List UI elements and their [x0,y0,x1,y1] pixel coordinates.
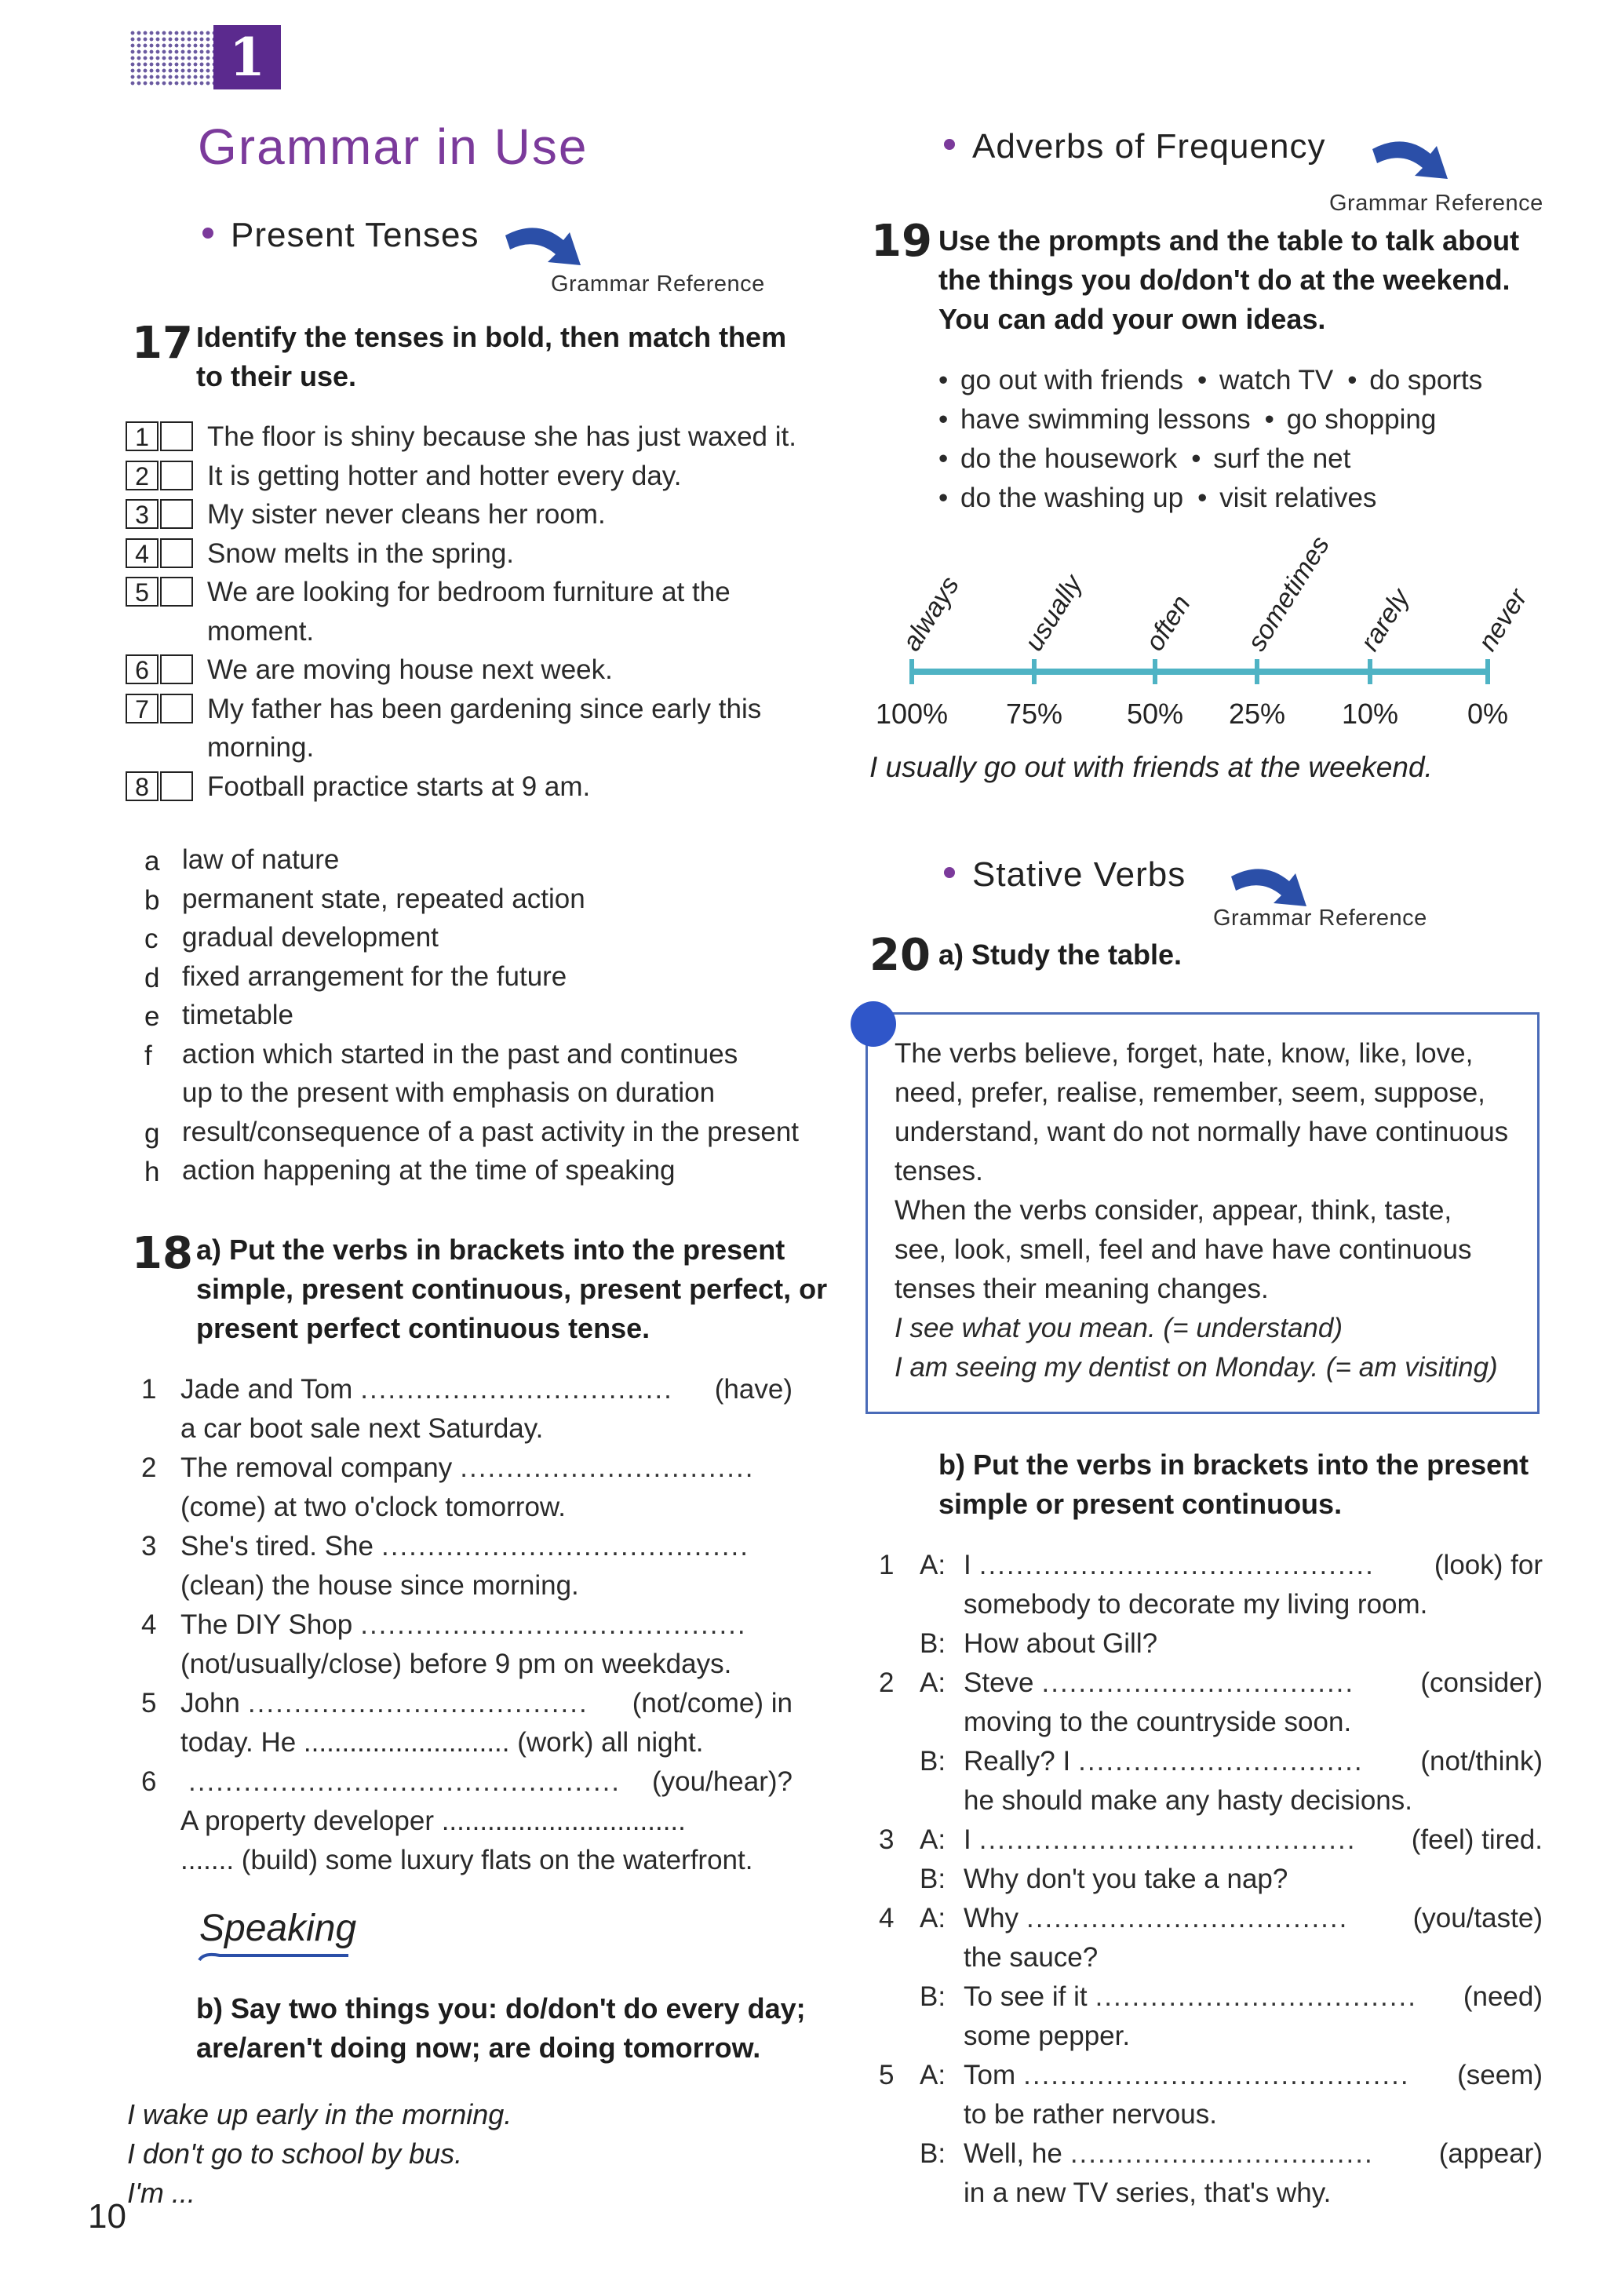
bullet-icon: • [938,483,956,513]
use-text: result/consequence of a past activity in the present [182,1116,800,1147]
use-letter: e [144,1001,160,1032]
sentence-text: My sister never cleans her room. [207,499,606,530]
use-text: gradual development [182,922,439,953]
exercise-19-instruction [938,221,1566,339]
bullet-icon: • [1264,404,1282,435]
verb-prompt: (you/taste) [1412,1903,1543,1933]
dialogue-text: Well, he [964,2138,1062,2169]
answer-box[interactable] [160,577,193,607]
verb-prompt: (look) for [1434,1550,1543,1580]
speaker-label: B: [920,1864,946,1894]
bullet-icon: • [1197,483,1215,513]
grammar-reference-link[interactable]: Grammar Reference [1329,191,1543,216]
speaker-label: A: [920,2060,946,2090]
use-letter: a [144,846,160,876]
instruction-line: You can add your own ideas. [938,303,1326,335]
instruction-line: the things you do/don't do at the weekend. [938,264,1510,296]
answer-blank[interactable]: ................................. [1070,2138,1374,2169]
stative-verbs-rule-text [895,1034,1514,1387]
scale-percent: 50% [1126,698,1184,730]
bullet-icon: • [938,404,956,435]
verb-prompt: (not/think) [1420,1746,1543,1777]
speaking-underline [196,1949,353,1965]
answer-blank[interactable]: ............................... [1078,1746,1364,1777]
prompt-row [938,400,1566,439]
exercise-19-prompts [938,361,1566,518]
dialogue-line-2: somebody to decorate my living room. [964,1589,1428,1620]
scale-percent: 75% [1005,698,1063,730]
verb-prompt: (appear) [1438,2138,1543,2169]
speaker-label: A: [920,1903,946,1933]
exercise-18-instruction [196,1230,828,1348]
answer-box[interactable] [160,499,193,529]
item-number: 6 [141,1766,157,1797]
grammar-reference-link[interactable]: Grammar Reference [551,272,765,297]
answer-blank[interactable]: ................................... [1095,1981,1417,2012]
item-line [180,1527,793,1566]
section-heading-present-tenses: Present Tenses [202,216,479,255]
exercise-number-20: 20 [869,930,931,981]
prompt-item: have swimming lessons [960,404,1251,435]
sentence-text: We are moving house next week. [207,654,613,685]
prompt-row [938,439,1566,479]
dialogue-text: Tom [964,2060,1016,2090]
grammar-reference-arrow-icon [1369,132,1459,185]
scale-percent: 100% [875,698,949,730]
exercise-19-example: I usually go out with friends at the weekend. [869,751,1433,783]
rule-line: I see what you mean. (= understand) [895,1313,1343,1343]
prompt-item: surf the net [1213,443,1351,474]
item-line [180,1762,793,1802]
sentence-text: Snow melts in the spring. [207,538,515,569]
dialogue-line [964,2056,1543,2095]
answer-box[interactable] [160,461,193,490]
speaker-label: A: [920,1667,946,1698]
item-line-2: a car boot sale next Saturday. [180,1413,544,1444]
dialogue-line-2: some pepper. [964,2021,1131,2051]
speaker-label: B: [920,1746,946,1777]
answer-blank[interactable]: ................................ [460,1452,755,1483]
dialogue-line [964,1742,1543,1781]
exercise-20b-instruction [938,1445,1566,1524]
dialogue-line-2: in a new TV series, that's why. [964,2178,1332,2208]
answer-box[interactable] [160,654,193,684]
item-number: 4 [141,1609,157,1640]
number-box: 8 [126,771,159,801]
prompt-row [938,479,1566,518]
section-heading-stative-verbs: Stative Verbs [944,855,1186,895]
answer-blank[interactable]: ................................... [1026,1903,1349,1933]
item-line [180,1449,793,1488]
speaking-instruction [196,1989,808,2068]
scale-word-rarely: rarely [1354,583,1416,657]
dialogue-number: 5 [879,2060,895,2090]
item-line-2: today. He ........................... (work) all night. [180,1727,704,1758]
dialogue-text: I [964,1550,971,1580]
prompt-item: visit relatives [1219,483,1377,513]
speaking-heading: Speaking [199,1908,357,1949]
sentence-text: morning. [207,732,315,763]
item-line-2: ....... (build) some luxury flats on the waterfront. [180,1845,753,1875]
answer-blank[interactable]: .................................. [1041,1667,1355,1698]
bullet-icon: • [938,365,956,395]
speaking-example: I wake up early in the morning. [127,2098,512,2130]
verb-prompt: (consider) [1420,1667,1543,1698]
answer-box[interactable] [160,771,193,801]
dialogue-text: Steve [964,1667,1034,1698]
dialogue-text: To see if it [964,1981,1088,2012]
item-text: The removal company [180,1452,453,1483]
item-line [180,1684,793,1723]
unit-number: 1 [213,25,281,89]
use-text: permanent state, repeated action [182,883,585,914]
bullet-icon: • [1197,365,1215,395]
bullet-icon: • [938,443,956,474]
rule-line: When the verbs consider, appear, think, taste, [895,1195,1452,1226]
item-line-2: A property developer ................................ [180,1806,686,1836]
answer-blank[interactable]: ........................................... [978,1550,1375,1580]
instruction-line: b) Put the verbs in brackets into the present [938,1449,1529,1481]
rule-line: see, look, smell, feel and have have continuous [895,1234,1472,1265]
prompt-item: go out with friends [960,365,1184,395]
answer-blank[interactable]: ............................................... [188,1766,621,1797]
dialogue-line [964,1624,1543,1664]
item-number: 1 [141,1374,157,1405]
item-line [180,1370,793,1409]
instruction-line: are/aren't doing now; are doing tomorrow. [196,2032,761,2064]
exercise-17-instruction: Identify the tenses in bold, then match them to their use. [196,321,787,392]
prompt-item: do the washing up [960,483,1184,513]
dialogue-text: How about Gill? [964,1628,1158,1659]
use-text: action happening at the time of speaking [182,1155,676,1186]
scale-word-never: never [1472,583,1533,657]
rule-line: tenses. [895,1156,983,1186]
sentence-text: Football practice starts at 9 am. [207,771,591,802]
use-text: up to the present with emphasis on duration [182,1077,716,1108]
exercise-number-17: 17 [132,318,193,369]
page-number: 10 [88,2197,126,2236]
bullet-icon: • [1191,443,1209,474]
scale-word-always: always [896,570,965,657]
exercise-number-18: 18 [132,1228,193,1279]
exercise-number-19: 19 [871,216,932,267]
dialogue-line [964,1546,1543,1585]
answer-box[interactable] [160,694,193,723]
sentence-text: We are looking for bedroom furniture at the [207,577,731,607]
item-line [180,1605,793,1645]
sentence-text: moment. [207,615,315,647]
item-text: The DIY Shop [180,1609,353,1640]
dialogue-text: Why [964,1903,1018,1933]
prompt-item: go shopping [1286,404,1437,435]
instruction-line: a) Put the verbs in brackets into the present [196,1234,785,1266]
answer-box[interactable] [160,538,193,568]
speaker-label: B: [920,2138,946,2169]
dialogue-text: I [964,1824,971,1855]
prompt-item: do the housework [960,443,1178,474]
number-box: 2 [126,461,159,490]
use-letter: h [144,1157,160,1187]
bullet-icon [202,228,213,239]
use-text: fixed arrangement for the future [182,960,567,992]
prompt-item: do sports [1369,365,1483,395]
dialogue-line [964,2134,1543,2174]
scale-word-often: often [1139,589,1197,657]
item-number: 2 [141,1452,157,1483]
dialogue-line-2: moving to the countryside soon. [964,1707,1352,1737]
use-letter: g [144,1117,160,1149]
verb-prompt: (seem) [1457,2060,1543,2090]
use-text: law of nature [182,844,340,875]
dialogue-line-2: the sauce? [964,1942,1099,1973]
prompt-item: watch TV [1219,365,1334,395]
scale-percent: 25% [1228,698,1286,730]
page-title: Grammar in Use [198,118,589,175]
bullet-icon: • [1347,365,1365,395]
verb-prompt: (you/hear)? [652,1766,793,1797]
instruction-line: simple, present continuous, present perfect, or [196,1273,828,1305]
frequency-scale-graphic [871,518,1561,738]
item-line-2: (come) at two o'clock tomorrow. [180,1492,566,1522]
sentence-text: The floor is shiny because she has just waxed it. [207,421,796,452]
scale-word-usually: usually [1018,570,1088,657]
dialogue-text: Really? I [964,1746,1071,1777]
rule-box-marker [851,1001,896,1047]
unit-tab-pattern [129,30,214,86]
instruction-line: b) Say two things you: do/don't do every day; [196,1992,806,2024]
speaking-example: I'm ... [127,2177,195,2209]
answer-blank[interactable]: .................................. [360,1374,673,1405]
rule-line: understand, want do not normally have continuous [895,1117,1509,1147]
scale-percent: 0% [1467,698,1509,730]
prompt-row [938,361,1566,400]
instruction-line: simple or present continuous. [938,1488,1343,1520]
rule-line: I am seeing my dentist on Monday. (= am visiting) [895,1352,1498,1383]
item-number: 5 [141,1688,157,1718]
item-line-2: (clean) the house since morning. [180,1570,579,1601]
answer-blank[interactable]: ..................................... [247,1688,589,1718]
item-text: John [180,1688,240,1718]
scale-word-sometimes: sometimes [1241,530,1336,657]
use-letter: c [144,924,159,954]
rule-line: tenses their meaning changes. [895,1274,1269,1304]
dialogue-line-2: he should make any hasty decisions. [964,1785,1412,1816]
dialogue-text: Why don't you take a nap? [964,1864,1288,1894]
speaker-label: B: [920,1628,946,1659]
number-box: 6 [126,654,159,684]
verb-prompt: (not/come) in [632,1688,793,1718]
use-text: timetable [182,1000,294,1030]
dialogue-line [964,1899,1543,1938]
grammar-reference-link[interactable]: Grammar Reference [1213,906,1427,931]
answer-blank[interactable]: .......................................... [1023,2060,1410,2090]
number-box: 5 [126,577,159,607]
instruction-line: present perfect continuous tense. [196,1312,650,1344]
bullet-icon [944,867,955,878]
answer-blank[interactable]: ........................................ [381,1531,749,1562]
dialogue-number: 1 [879,1550,895,1580]
dialogue-number: 4 [879,1903,895,1933]
item-text: Jade and Tom [180,1374,353,1405]
number-box: 7 [126,694,159,723]
rule-line: need, prefer, realise, remember, seem, suppose, [895,1077,1485,1108]
number-box: 3 [126,499,159,529]
speaking-examples [127,2095,512,2213]
grammar-reference-arrow-icon [502,218,592,272]
dialogue-number: 3 [879,1824,895,1855]
scale-percent: 10% [1341,698,1399,730]
answer-box[interactable] [160,421,193,451]
number-box: 4 [126,538,159,568]
dialogue-line [964,1664,1543,1703]
speaking-example: I don't go to school by bus. [127,2137,463,2170]
dialogue-number: 2 [879,1667,895,1698]
verb-prompt: (feel) tired. [1411,1824,1543,1855]
use-letter: d [144,962,160,993]
answer-blank[interactable]: ......................................... [978,1824,1357,1855]
number-box: 1 [126,421,159,451]
use-letter: b [144,884,160,916]
sentence-text: My father has been gardening since early this [207,693,762,724]
rule-line: The verbs believe, forget, hate, know, like, love, [895,1038,1474,1069]
dialogue-line [964,1977,1543,2017]
grammar-reference-arrow-icon [1228,859,1318,913]
frequency-scale [871,518,1561,738]
bullet-icon [944,139,955,150]
dialogue-line-2: to be rather nervous. [964,2099,1217,2130]
dialogue-line [964,1860,1543,1899]
instruction-line: Use the prompts and the table to talk about [938,224,1520,257]
section-heading-adverbs: Adverbs of Frequency [944,127,1325,166]
speaker-label: B: [920,1981,946,2012]
use-letter: f [144,1040,152,1071]
use-text: action which started in the past and continues [182,1038,738,1070]
speaker-label: A: [920,1550,946,1580]
speaker-label: A: [920,1824,946,1855]
verb-prompt: (need) [1463,1981,1543,2012]
item-line-2: (not/usually/close) before 9 pm on weekdays. [180,1649,732,1679]
item-number: 3 [141,1531,157,1562]
answer-blank[interactable]: .......................................... [360,1609,747,1640]
item-text: She's tired. She [180,1531,374,1562]
dialogue-line [964,1820,1543,1860]
verb-prompt: (have) [714,1374,793,1405]
exercise-20a-instruction: a) Study the table. [938,938,1182,971]
sentence-text: It is getting hotter and hotter every day. [207,460,682,491]
